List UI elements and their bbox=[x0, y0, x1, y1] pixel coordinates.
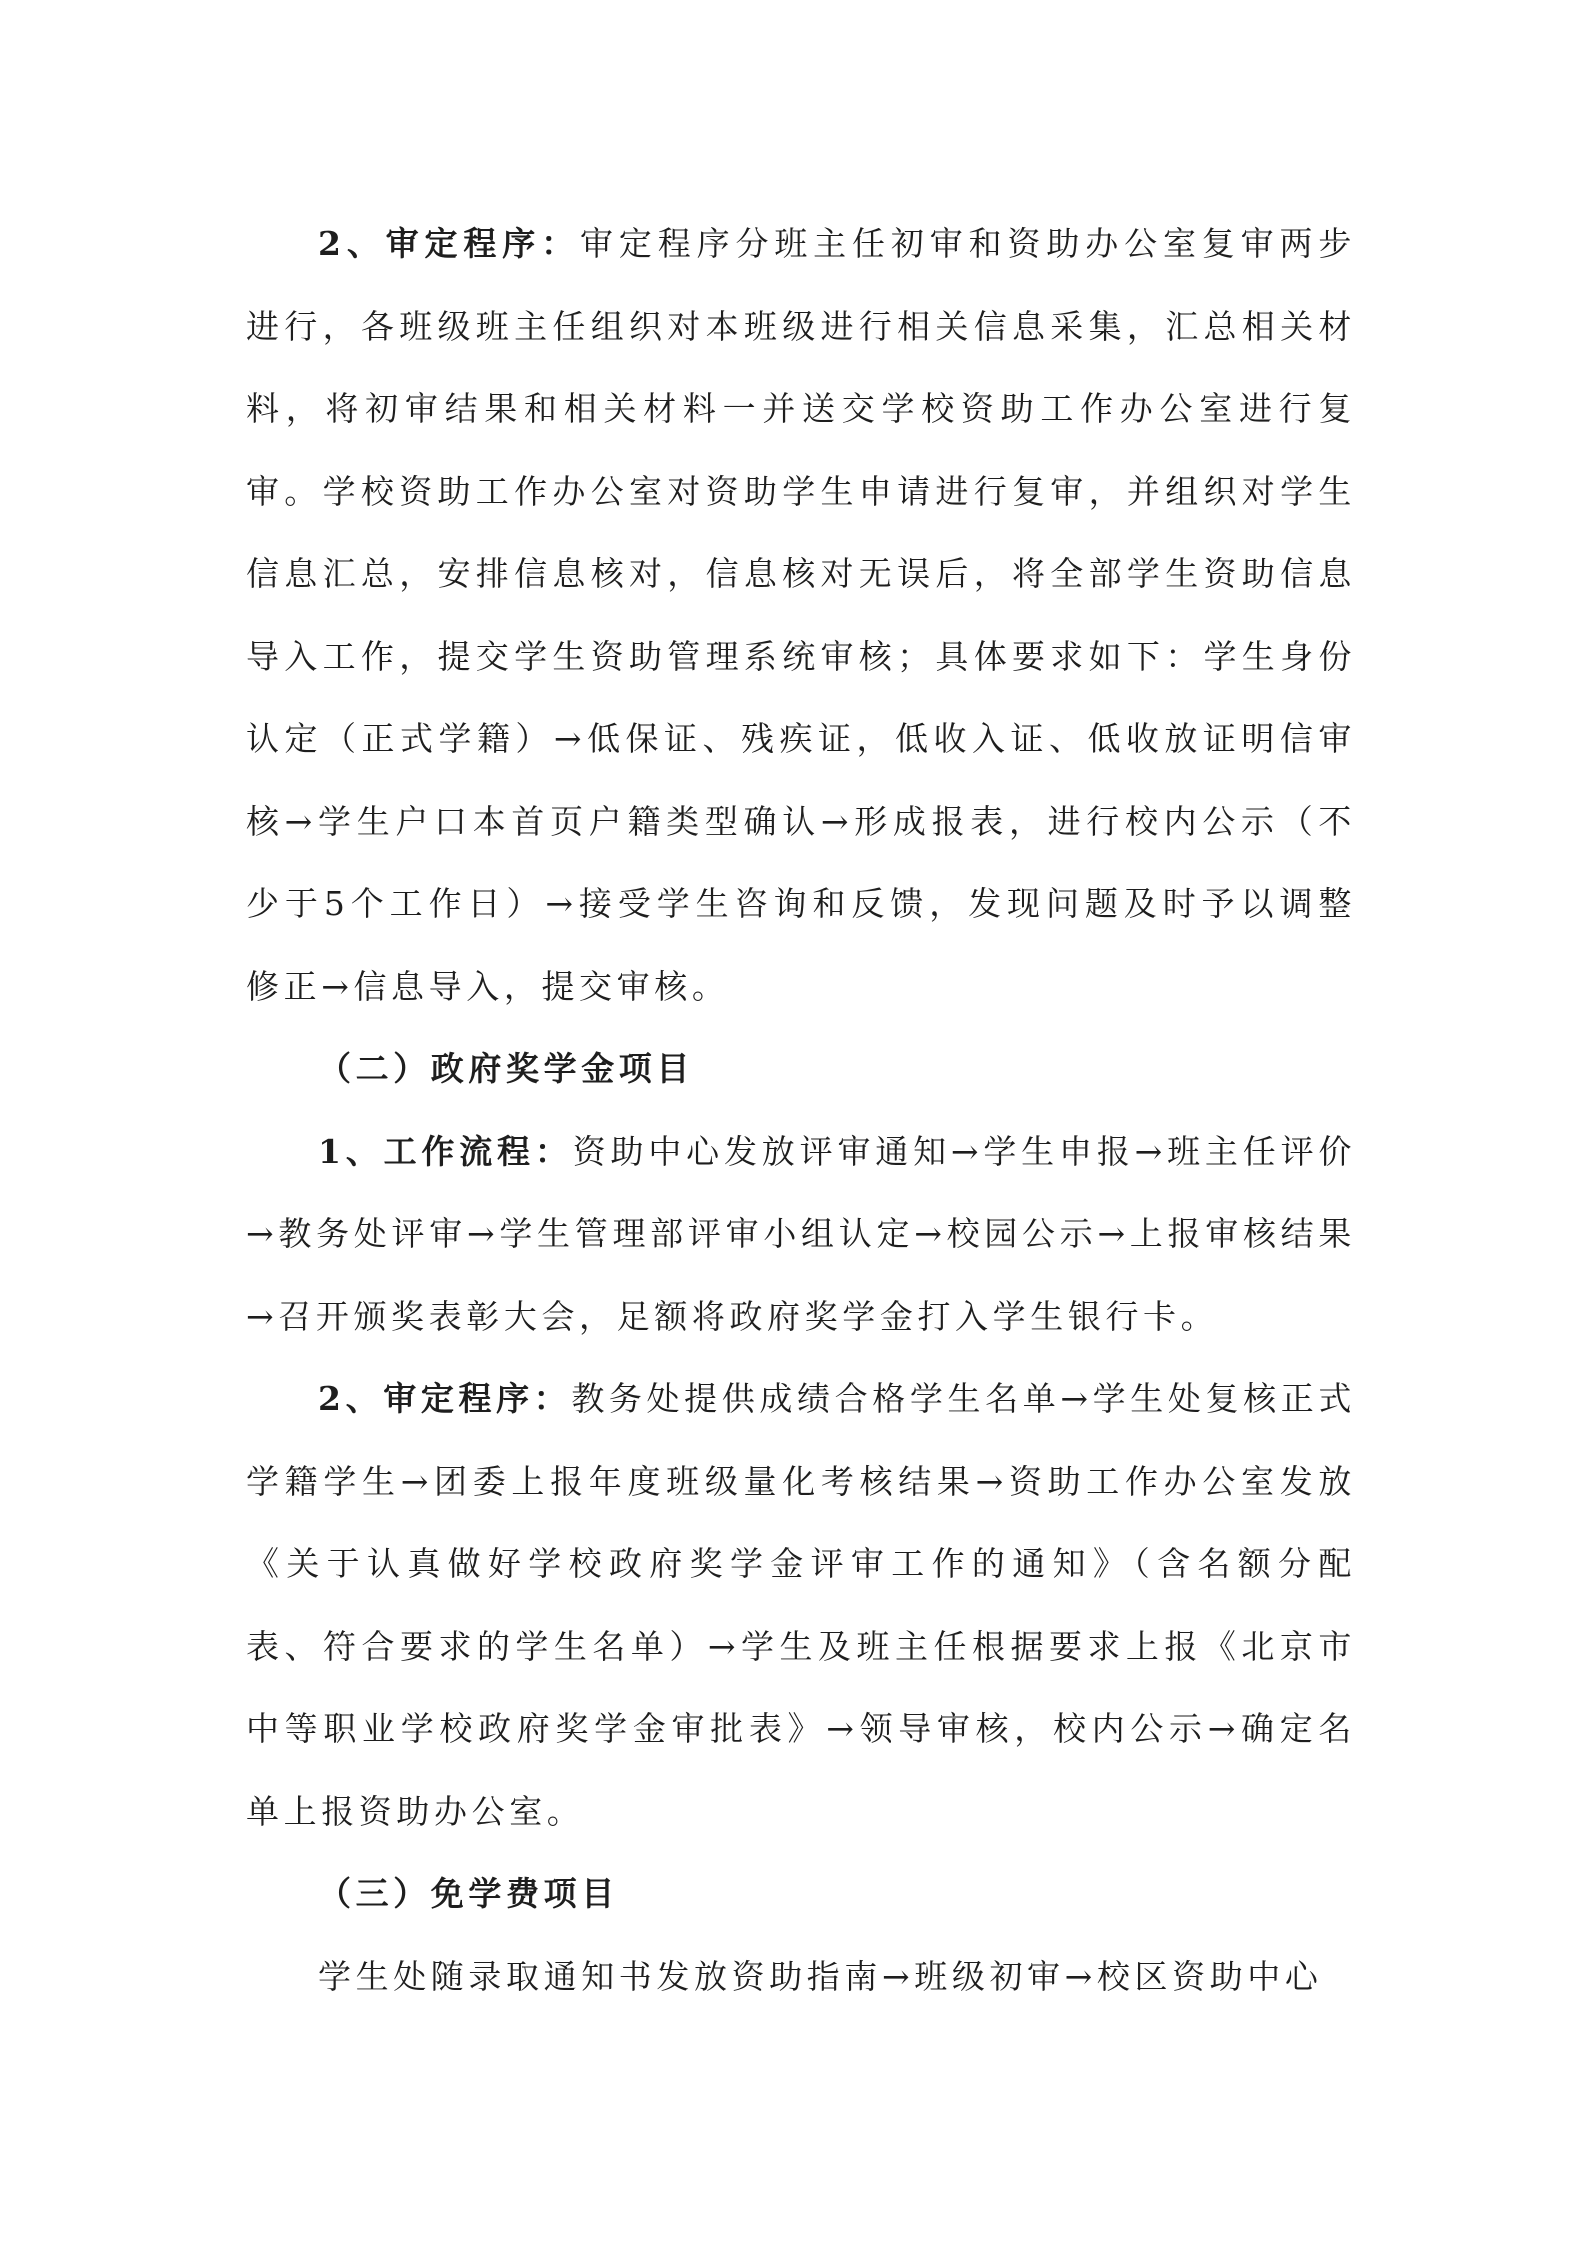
paragraph-lead: 2、审定程序： bbox=[318, 1379, 572, 1418]
paragraph-review-procedure-2 bbox=[246, 1358, 1356, 1853]
paragraph-tuition-waiver bbox=[246, 1936, 1356, 2019]
paragraph-text: 审定程序分班主任初审和资助办公室复审两步进行，各班级班主任组织对本班级进行相关信息采集，汇总相关材料，将初审结果和相关材料一并送交学校资助工作办公室进行复审。学校资助工作办公室对资助学生申请进行复审，并组织对学生信息汇总，安排信息核对，信息核对无误后，将全部学生资助信息导入工作，提交学生资助管理系统审核；具体要求如下：学生身份认定（正式学籍）→低保证、残疾证，低收入证、低收放证明信审核→学生户口本首页户籍类型确认→形成报表，进行校内公示（不少于5个工作日）→接受学生咨询和反馈，发现问题及时予以调整修正→信息导入，提交审核。 bbox=[246, 224, 1356, 1006]
paragraph-text: 学生处随录取通知书发放资助指南→班级初审→校区资助中心 bbox=[318, 1956, 1323, 1996]
section-heading-tuition-waiver: （三）免学费项目 bbox=[318, 1874, 619, 1913]
paragraph-workflow bbox=[246, 1111, 1356, 1359]
section-heading-government-scholarship: （二）政府奖学金项目 bbox=[318, 1049, 694, 1088]
paragraph-text: 资助中心发放评审通知→学生申报→班主任评价→教务处评审→学生管理部评审小组认定→校园公示→上报审核结果→召开颁奖表彰大会，足额将政府奖学金打入学生银行卡。 bbox=[246, 1131, 1356, 1336]
document-body bbox=[246, 203, 1356, 2018]
paragraph-lead: 2、审定程序： bbox=[318, 224, 580, 263]
paragraph-review-procedure-1 bbox=[246, 203, 1356, 1028]
paragraph-lead: 1、工作流程： bbox=[318, 1131, 573, 1171]
paragraph-text: 教务处提供成绩合格学生名单→学生处复核正式学籍学生→团委上报年度班级量化考核结果→资助工作办公室发放《关于认真做好学校政府奖学金评审工作的通知》（含名额分配表、符合要求的学生名单）→学生及班主任根据要求上报《北京市中等职业学校政府奖学金审批表》→领导审核，校内公示→确定名单上报资助办公室。 bbox=[246, 1379, 1356, 1831]
